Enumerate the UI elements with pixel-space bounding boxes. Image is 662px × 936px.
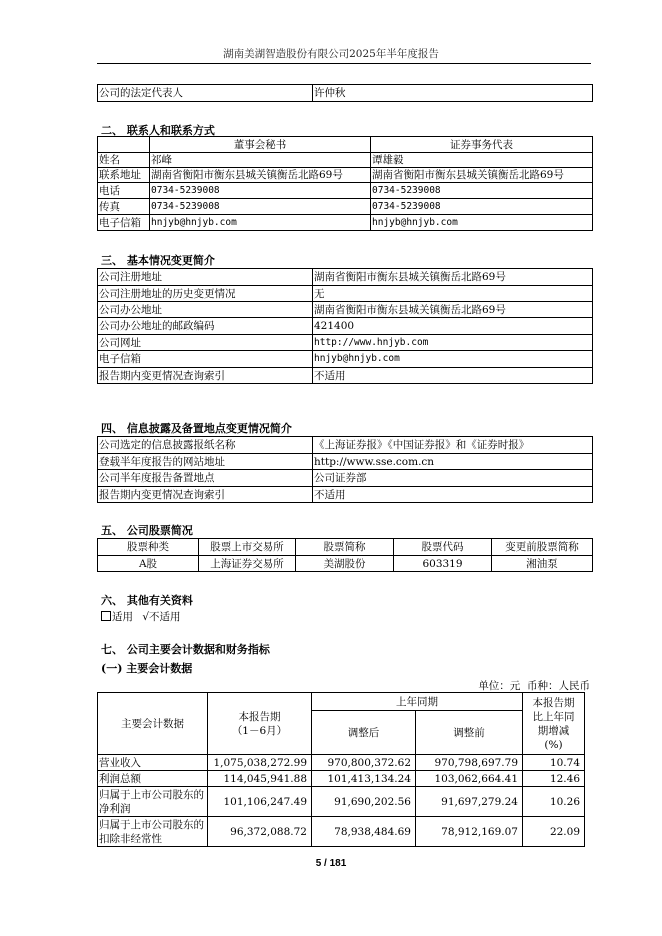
disclosure-value: 不适用 <box>313 487 593 503</box>
stock-cell: 603319 <box>394 556 492 572</box>
disclosure-label: 登载半年度报告的网站地址 <box>98 454 313 470</box>
fin-row-adjusted-after: 970,800,372.62 <box>312 755 416 771</box>
fin-header-change-line1: 本报告期 <box>532 696 575 709</box>
disclosure-value: 《上海证券报》《中国证券报》和《证券时报》 <box>313 437 593 454</box>
page-header-title: 湖南美湖智造股份有限公司2025年半年度报告 <box>223 48 439 60</box>
fin-header-adjusted-before: 调整前 <box>416 711 523 755</box>
basic-info-value: 湖南省衡阳市衡东县城关镇衡岳北路69号 <box>313 302 593 318</box>
basic-info-label: 公司办公地址的邮政编码 <box>98 318 313 335</box>
fin-row-adjusted-after: 78,938,484.69 <box>312 817 416 847</box>
fin-row-current: 1,075,038,272.99 <box>208 755 312 771</box>
page-number: 5 / 181 <box>315 858 347 869</box>
section5-title: 五、 公司股票简况 <box>101 524 193 537</box>
contact-header-secretary: 董事会秘书 <box>150 137 371 153</box>
stock-cell: A股 <box>98 556 199 572</box>
section7-subtitle: (一) 主要会计数据 <box>101 662 193 675</box>
basic-info-label: 电子信箱 <box>98 351 313 368</box>
fin-row-change: 22.09 <box>523 817 585 847</box>
stock-cell: 上海证券交易所 <box>199 556 296 572</box>
contact-row-rep: 0734-5239008 <box>371 183 593 199</box>
stock-header: 股票上市交易所 <box>199 539 296 556</box>
contact-row-label: 传真 <box>98 199 150 215</box>
fin-row-change: 12.46 <box>523 771 585 787</box>
contact-row-rep: 湖南省衡阳市衡东县城关镇衡岳北路69号 <box>371 168 593 183</box>
stock-header: 变更前股票简称 <box>492 539 593 556</box>
fin-header-current-line1: 本报告期 <box>238 710 281 723</box>
fin-row-label: 营业收入 <box>98 755 208 771</box>
fin-row-adjusted-before: 103,062,664.41 <box>416 771 523 787</box>
contact-row-label: 电话 <box>98 183 150 199</box>
fin-header-adjusted-after: 调整后 <box>312 711 416 755</box>
disclosure-table <box>97 436 593 503</box>
fin-header-current-line2: （1－6月） <box>231 724 288 737</box>
basic-info-value: 湖南省衡阳市衡东县城关镇衡岳北路69号 <box>313 269 593 286</box>
financial-table <box>97 692 585 847</box>
basic-info-label: 公司办公地址 <box>98 302 313 318</box>
stock-header: 股票简称 <box>296 539 394 556</box>
section4-title: 四、 信息披露及备置地点变更情况简介 <box>101 422 292 435</box>
fin-header-change <box>523 693 585 755</box>
section7-title: 七、 公司主要会计数据和财务指标 <box>101 643 270 656</box>
basic-info-value: 不适用 <box>313 368 593 384</box>
basic-info-value: 无 <box>313 286 593 302</box>
applicable-checkbox[interactable] <box>101 611 111 621</box>
checkmark-icon: √ <box>142 611 150 623</box>
stock-cell: 湘油泵 <box>492 556 593 572</box>
fin-row-adjusted-before: 970,798,697.79 <box>416 755 523 771</box>
section6-title: 六、 其他有关资料 <box>101 594 193 607</box>
contact-row-secretary: hnjyb@hnjyb.com <box>150 215 371 231</box>
unit-currency: 单位：元 币种：人民币 <box>478 680 590 692</box>
fin-header-current <box>208 693 312 755</box>
sse-website-link[interactable]: http://www.sse.com.cn <box>313 454 593 470</box>
legal-rep-value: 许仲秋 <box>313 85 593 102</box>
fin-row-label: 归属于上市公司股东的扣除非经常性 <box>98 817 208 847</box>
fin-row-current: 114,045,941.88 <box>208 771 312 787</box>
email-link[interactable]: hnjyb@hnjyb.com <box>313 351 593 368</box>
disclosure-value: 公司证券部 <box>313 470 593 487</box>
basic-info-table <box>97 268 593 384</box>
fin-header-change-line4: (%) <box>544 738 563 751</box>
website-link[interactable]: http://www.hnjyb.com <box>313 335 593 351</box>
basic-info-label: 公司注册地址 <box>98 269 313 286</box>
contact-header-blank <box>98 137 150 153</box>
disclosure-label: 公司选定的信息披露报纸名称 <box>98 437 313 454</box>
fin-row-label: 利润总额 <box>98 771 208 787</box>
basic-info-label: 公司注册地址的历史变更情况 <box>98 286 313 302</box>
fin-header-change-line2: 比上年同 <box>532 710 575 723</box>
contact-row-rep: 0734-5239008 <box>371 199 593 215</box>
contact-header-rep: 证券事务代表 <box>371 137 593 153</box>
basic-info-label: 报告期内变更情况查询索引 <box>98 368 313 384</box>
contact-row-label: 联系地址 <box>98 168 150 183</box>
legal-rep-table <box>97 84 593 102</box>
header-rule <box>97 63 591 64</box>
applicable-label: 适用 <box>112 611 133 623</box>
fin-row-adjusted-before: 78,912,169.07 <box>416 817 523 847</box>
not-applicable-label: 不适用 <box>149 611 181 623</box>
fin-row-label: 归属于上市公司股东的净利润 <box>98 787 208 817</box>
disclosure-label: 公司半年度报告备置地点 <box>98 470 313 487</box>
fin-row-change: 10.26 <box>523 787 585 817</box>
contact-row-label: 电子信箱 <box>98 215 150 231</box>
fin-row-current: 96,372,088.72 <box>208 817 312 847</box>
legal-rep-label: 公司的法定代表人 <box>98 85 313 102</box>
stock-cell: 美湖股份 <box>296 556 394 572</box>
contact-table <box>97 136 593 231</box>
basic-info-value: 421400 <box>313 318 593 335</box>
fin-row-current: 101,106,247.49 <box>208 787 312 817</box>
stock-header: 股票种类 <box>98 539 199 556</box>
fin-header-change-line3: 期增减 <box>537 724 570 737</box>
applicability-options <box>101 609 181 624</box>
contact-row-secretary: 祁峰 <box>150 153 371 168</box>
contact-row-secretary: 湖南省衡阳市衡东县城关镇衡岳北路69号 <box>150 168 371 183</box>
contact-row-rep: 谭雄毅 <box>371 153 593 168</box>
contact-row-rep: hnjyb@hnjyb.com <box>371 215 593 231</box>
basic-info-label: 公司网址 <box>98 335 313 351</box>
disclosure-label: 报告期内变更情况查询索引 <box>98 487 313 503</box>
fin-header-item: 主要会计数据 <box>98 693 208 755</box>
fin-row-adjusted-after: 91,690,202.56 <box>312 787 416 817</box>
contact-row-label: 姓名 <box>98 153 150 168</box>
fin-row-adjusted-before: 91,697,279.24 <box>416 787 523 817</box>
section3-title: 三、 基本情况变更简介 <box>101 254 215 267</box>
contact-row-secretary: 0734-5239008 <box>150 199 371 215</box>
stock-table <box>97 538 593 572</box>
fin-header-prev-year: 上年同期 <box>312 693 523 711</box>
fin-row-change: 10.74 <box>523 755 585 771</box>
stock-header: 股票代码 <box>394 539 492 556</box>
section2-title: 二、 联系人和联系方式 <box>101 124 215 137</box>
fin-row-adjusted-after: 101,413,134.24 <box>312 771 416 787</box>
contact-row-secretary: 0734-5239008 <box>150 183 371 199</box>
